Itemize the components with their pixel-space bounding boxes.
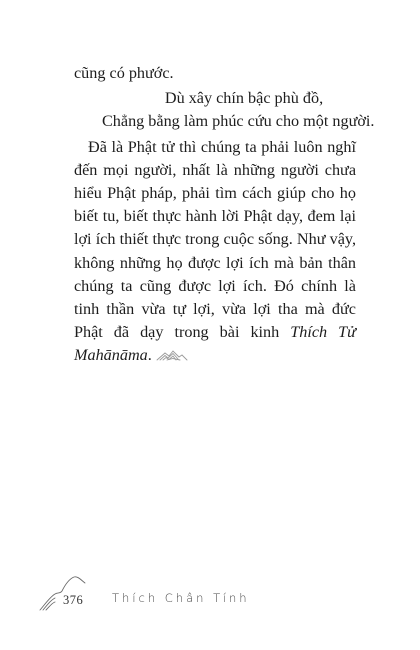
continuation-line: cũng có phước. (74, 64, 174, 82)
main-paragraph (74, 136, 356, 368)
verse-couplet (74, 87, 375, 133)
paragraph-end: . (147, 346, 152, 365)
page-footer (38, 570, 288, 620)
page-number: 376 (63, 593, 84, 607)
mountain-ornament-icon (156, 350, 188, 361)
body-text (74, 62, 375, 368)
main-paragraph-text: Đã là Phật tử thì chúng ta phải luôn nghĩ đến mọi người, nhất là những người chưa hiểu Phật pháp, phải tìm cách giúp cho họ biết tu, biết thực hành lời Phật dạy, đem lại lợi ích thiết thực trong cuộc sống. Như vậy, không những họ được lợi ích mà bản thân chúng ta cũng được lợi ích. Đó chính là tinh thần vừa tự lợi, vừa lợi tha mà đức Phật đã dạy trong bài kinh (74, 137, 356, 342)
verse-line-2: Chẳng bằng làm phúc cứu cho một người. (102, 112, 375, 131)
author-name: Thích Chân Tính (112, 591, 250, 605)
verse-line-1: Dù xây chín bậc phù đồ, (164, 89, 324, 108)
sutra-title: Thích Tử Mahānāma (74, 323, 356, 365)
